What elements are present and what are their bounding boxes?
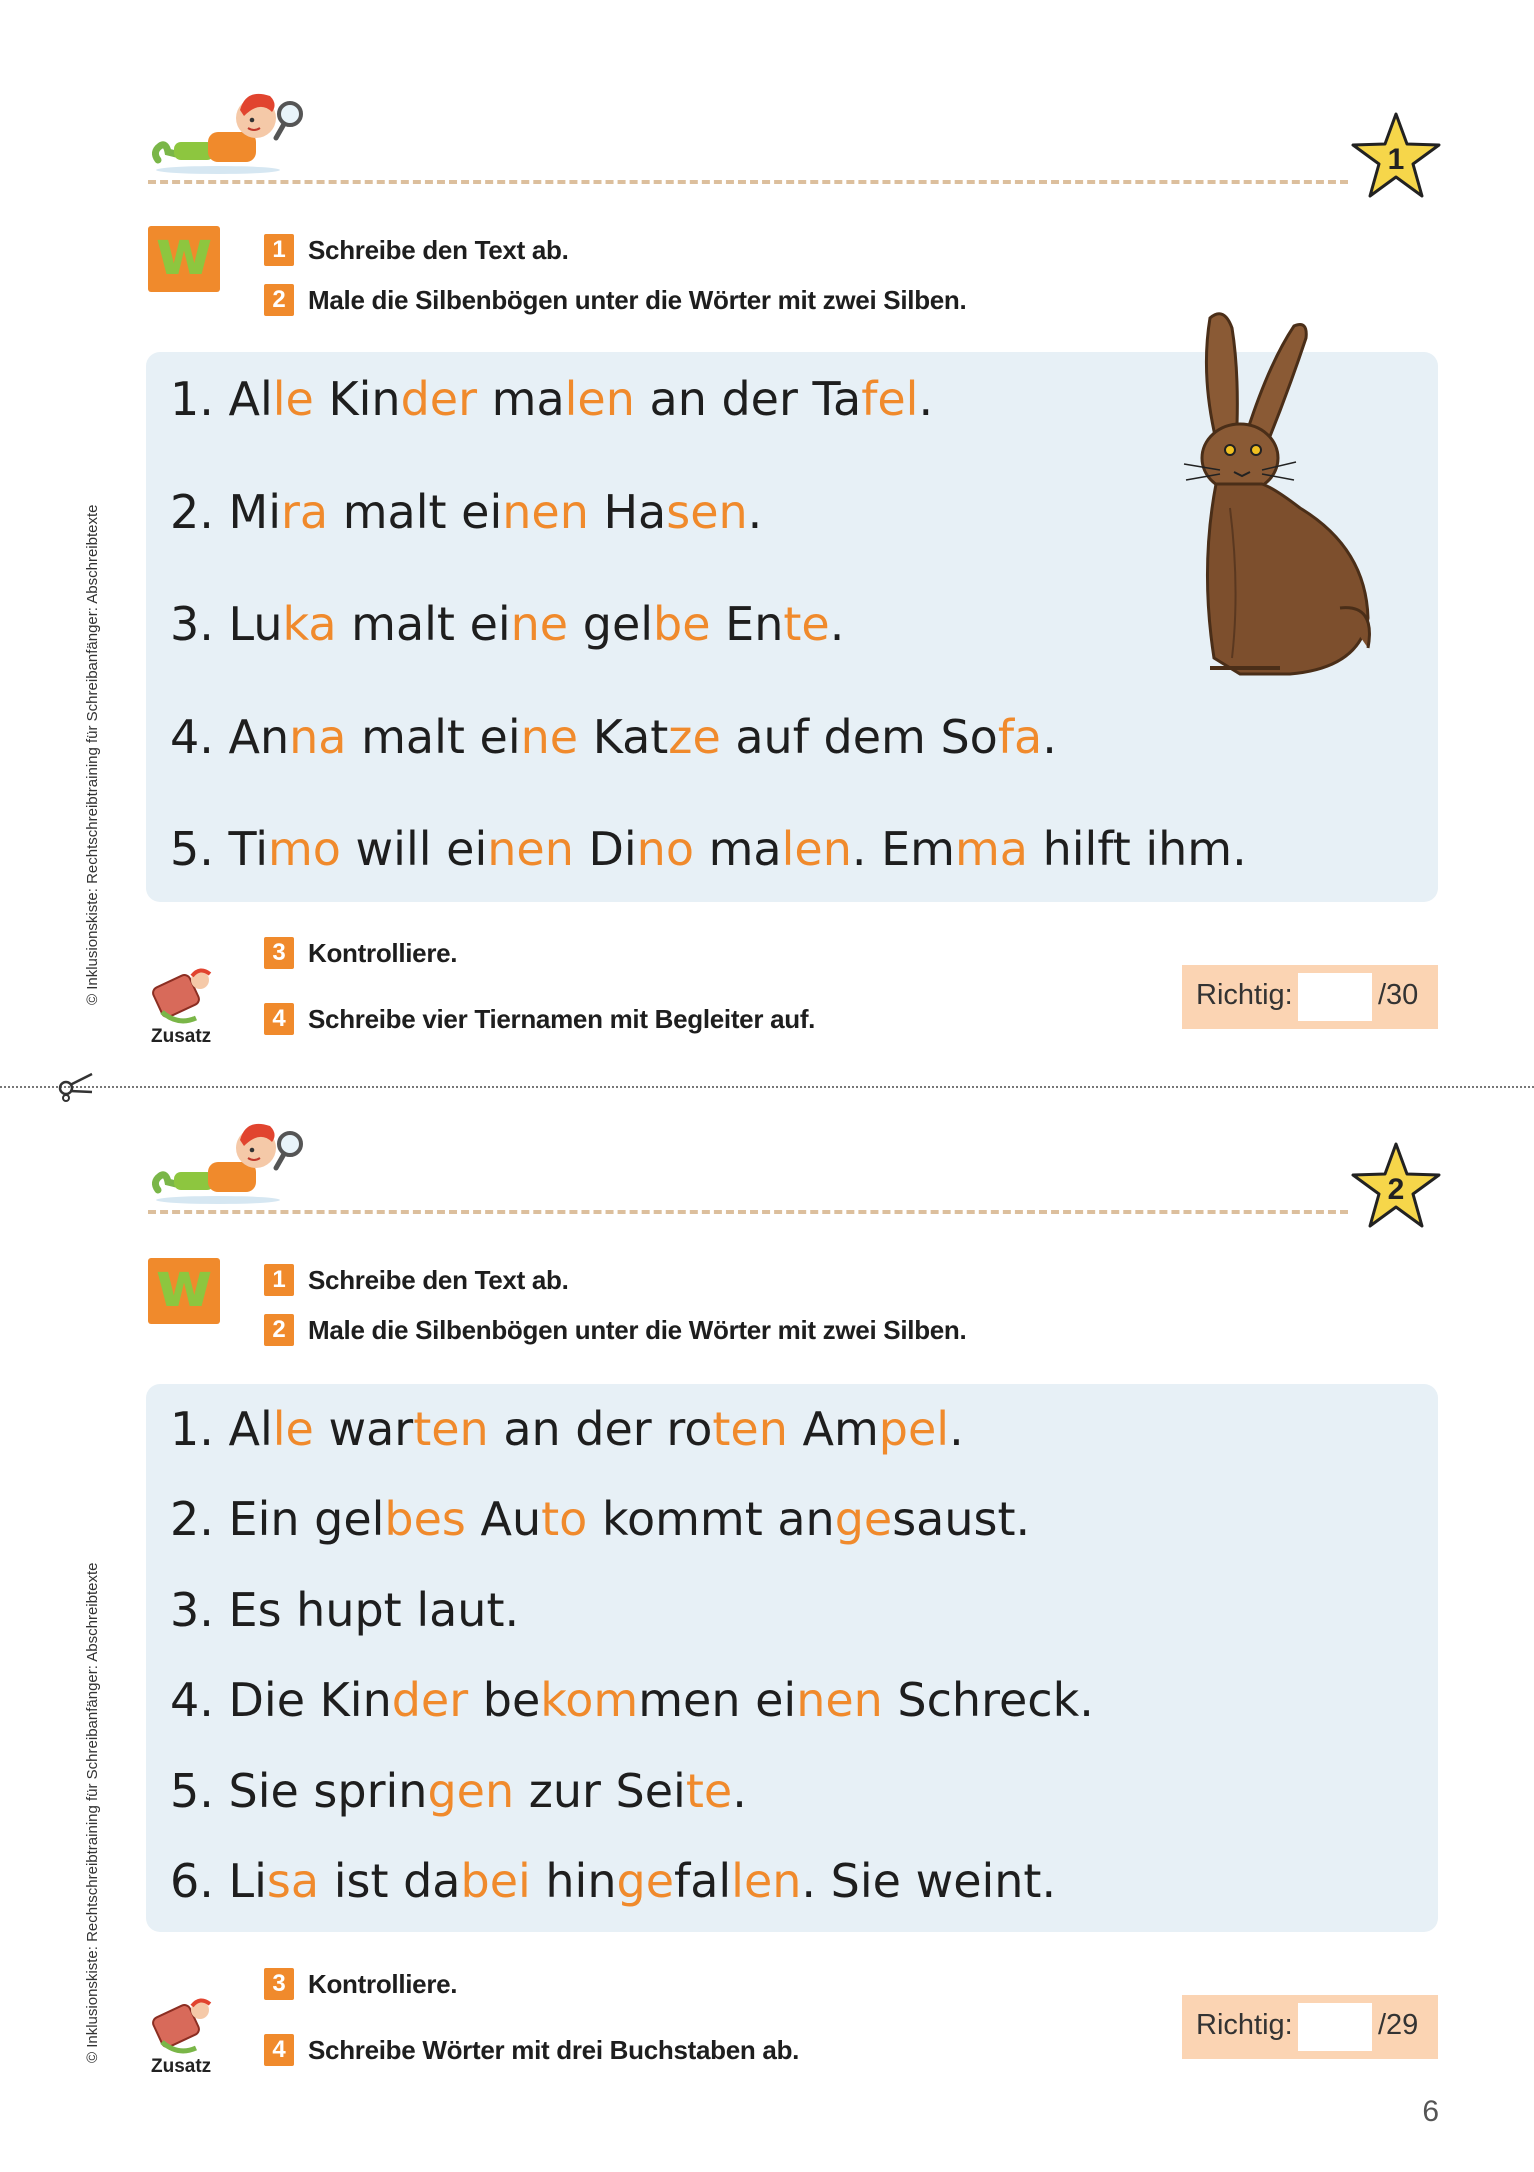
syllable-highlight: te — [783, 597, 830, 651]
sentence-text: Kin — [313, 372, 401, 426]
star-badge — [1350, 1140, 1442, 1232]
syllable-highlight: ne — [510, 597, 569, 651]
syllable-highlight: mo — [267, 822, 341, 876]
sentence — [170, 1583, 519, 1637]
syllable-highlight: bes — [384, 1492, 466, 1546]
sentence — [170, 1764, 747, 1818]
syllable-highlight: ten — [413, 1402, 489, 1456]
syllable-highlight: be — [653, 597, 711, 651]
syllable-highlight: ra — [280, 485, 329, 539]
syllable-highlight: nen — [796, 1673, 883, 1727]
star-number: 1 — [1387, 143, 1405, 176]
task-number-badge: 1 — [264, 234, 294, 266]
task-text: Kontrolliere. — [308, 937, 458, 968]
sentence-text: . — [829, 597, 845, 651]
syllable-highlight: der — [391, 1673, 469, 1727]
sentence-text: 2. Ein gel — [170, 1492, 385, 1546]
syllable-highlight: sa — [266, 1854, 320, 1908]
sentence-text: Am — [787, 1402, 879, 1456]
syllable-highlight: te — [685, 1764, 733, 1818]
sentence-text: war — [313, 1402, 414, 1456]
richtig-score-box — [1182, 965, 1438, 1029]
sentence-text: gel — [568, 597, 654, 651]
syllable-highlight: fa — [997, 710, 1043, 764]
girl-with-magnifier-illustration — [148, 82, 308, 178]
syllable-highlight: na — [289, 710, 347, 764]
task-1 — [264, 232, 569, 268]
sentence-text: 6. Li — [170, 1854, 267, 1908]
sentence-text: zur Sei — [514, 1764, 686, 1818]
header-dashed-line — [148, 1210, 1348, 1214]
syllable-highlight: le — [272, 372, 314, 426]
sentence-text: 2. Mi — [170, 485, 281, 539]
w-word-icon: w — [148, 1258, 220, 1324]
sentence — [170, 372, 933, 426]
sentence-text: . — [732, 1764, 747, 1818]
sentence-text: En — [710, 597, 784, 651]
syllable-highlight: fel — [861, 372, 919, 426]
scissors-icon — [56, 1062, 96, 1102]
task-number-badge: 3 — [264, 1968, 294, 2000]
sentence-text: 5. Sie sprin — [170, 1764, 428, 1818]
sentence-text: an der ro — [488, 1402, 713, 1456]
sentence-text: ma — [477, 372, 565, 426]
cut-line — [0, 1086, 1534, 1088]
task-2 — [264, 282, 966, 318]
task-4 — [264, 2032, 799, 2068]
richtig-score-box — [1182, 1995, 1438, 2059]
task-2 — [264, 1312, 966, 1348]
sentence-text: malt ei — [328, 485, 503, 539]
task-4 — [264, 1001, 815, 1037]
sentence-text: Schreck. — [882, 1673, 1094, 1727]
syllable-highlight: le — [272, 1402, 314, 1456]
sentence-text: be — [468, 1673, 541, 1727]
syllable-highlight: der — [400, 372, 478, 426]
sentence — [170, 1402, 964, 1456]
task-3 — [264, 1966, 457, 2002]
sentence-text: hilft ihm. — [1027, 822, 1247, 876]
star-number: 2 — [1387, 1173, 1405, 1206]
task-text: Schreibe vier Tiernamen mit Begleiter auf. — [308, 1003, 816, 1034]
sentence-text: Di — [573, 822, 637, 876]
syllable-highlight: ne — [520, 710, 579, 764]
richtig-label: Richtig: — [1196, 2009, 1293, 2041]
syllable-highlight: to — [541, 1492, 588, 1546]
sentence-text: 1. Al — [170, 1402, 273, 1456]
task-number-badge: 4 — [264, 1003, 294, 1035]
sentence-text: . — [747, 485, 763, 539]
task-text: Kontrolliere. — [308, 1968, 458, 1999]
sentence-text: malt ei — [346, 710, 521, 764]
sentence-text: saust. — [892, 1492, 1031, 1546]
sentence-text: 5. Ti — [170, 822, 268, 876]
task-number-badge: 4 — [264, 2034, 294, 2066]
header-dashed-line — [148, 180, 1348, 184]
sentence-text: ist da — [319, 1854, 461, 1908]
sentence-text: Ha — [588, 485, 667, 539]
score-input-field[interactable] — [1298, 973, 1372, 1021]
sentence — [170, 710, 1057, 764]
task-1 — [264, 1262, 569, 1298]
score-input-field[interactable] — [1298, 2003, 1372, 2051]
syllable-highlight: ge — [834, 1492, 893, 1546]
richtig-total: /29 — [1378, 2009, 1419, 2041]
syllable-highlight: nen — [502, 485, 589, 539]
syllable-highlight: len — [731, 1854, 802, 1908]
syllable-highlight: pel — [878, 1402, 950, 1456]
sentence — [170, 822, 1247, 876]
girl-with-magnifier-illustration — [148, 1112, 308, 1208]
sentence — [170, 485, 762, 539]
syllable-highlight: ze — [668, 710, 721, 764]
sentence-text: . Sie weint. — [801, 1854, 1057, 1908]
task-3 — [264, 935, 457, 971]
sentence-text: hin — [530, 1854, 617, 1908]
hare-illustration — [1170, 308, 1380, 688]
syllable-highlight: ge — [616, 1854, 674, 1908]
sentence-text: auf dem So — [720, 710, 998, 764]
syllable-highlight: kom — [540, 1673, 639, 1727]
sentence-text: 4. An — [170, 710, 290, 764]
task-text: Schreibe den Text ab. — [308, 234, 569, 265]
sentence-text: 3. Es hupt laut. — [170, 1583, 520, 1637]
sentence — [170, 1673, 1094, 1727]
sentence — [170, 1854, 1056, 1908]
sentence-text: will ei — [340, 822, 488, 876]
syllable-highlight: no — [636, 822, 694, 876]
w-word-icon: w — [148, 226, 220, 292]
zusatz-mascot-icon — [152, 966, 218, 1026]
side-copyright-2: © Inklusionskiste: Rechtschreibtraining für Schreibanfänger: Abschreibtexte — [84, 1562, 101, 2063]
sentence-text: kommt an — [587, 1492, 835, 1546]
syllable-highlight: len — [781, 822, 852, 876]
richtig-total: /30 — [1378, 979, 1419, 1011]
sentence-text: men ei — [638, 1673, 797, 1727]
sentence-text: ma — [693, 822, 782, 876]
zusatz-label: Zusatz — [151, 1026, 212, 1047]
syllable-highlight: ten — [712, 1402, 788, 1456]
syllable-highlight: ma — [954, 822, 1028, 876]
page-number: 6 — [1422, 2095, 1439, 2128]
sentence-text: an der Ta — [634, 372, 862, 426]
sentence-box — [146, 1384, 1438, 1932]
sentence-text: 3. Lu — [170, 597, 283, 651]
zusatz-label: Zusatz — [151, 2056, 212, 2077]
sentence-text: Au — [465, 1492, 542, 1546]
sentence-text: malt ei — [336, 597, 511, 651]
task-text: Schreibe den Text ab. — [308, 1264, 569, 1295]
task-text: Schreibe Wörter mit drei Buchstaben ab. — [308, 2034, 800, 2065]
syllable-highlight: sen — [666, 485, 748, 539]
task-text: Male die Silbenbögen unter die Wörter mit zwei Silben. — [308, 284, 967, 315]
star-badge — [1350, 110, 1442, 202]
task-text: Male die Silbenbögen unter die Wörter mit zwei Silben. — [308, 1314, 967, 1345]
sentence-text: . — [918, 372, 934, 426]
syllable-highlight: gen — [427, 1764, 515, 1818]
task-number-badge: 3 — [264, 937, 294, 969]
sentence-text: 1. Al — [170, 372, 273, 426]
sentence — [170, 1492, 1030, 1546]
task-number-badge: 1 — [264, 1264, 294, 1296]
sentence-text: 4. Die Kin — [170, 1673, 392, 1727]
syllable-highlight: len — [564, 372, 635, 426]
syllable-highlight: nen — [487, 822, 574, 876]
syllable-highlight: ka — [282, 597, 337, 651]
sentence-text: . — [1042, 710, 1057, 764]
zusatz-mascot-icon — [152, 1996, 218, 2056]
sentence-text: fal — [674, 1854, 732, 1908]
sentence-text: Kat — [578, 710, 669, 764]
task-number-badge: 2 — [264, 1314, 294, 1346]
syllable-highlight: bei — [460, 1854, 531, 1908]
richtig-label: Richtig: — [1196, 979, 1293, 1011]
sentence-text: . Em — [851, 822, 955, 876]
sentence-text: . — [949, 1402, 964, 1456]
sentence — [170, 597, 844, 651]
side-copyright-1: © Inklusionskiste: Rechtschreibtraining für Schreibanfänger: Abschreibtexte — [84, 504, 101, 1005]
task-number-badge: 2 — [264, 284, 294, 316]
